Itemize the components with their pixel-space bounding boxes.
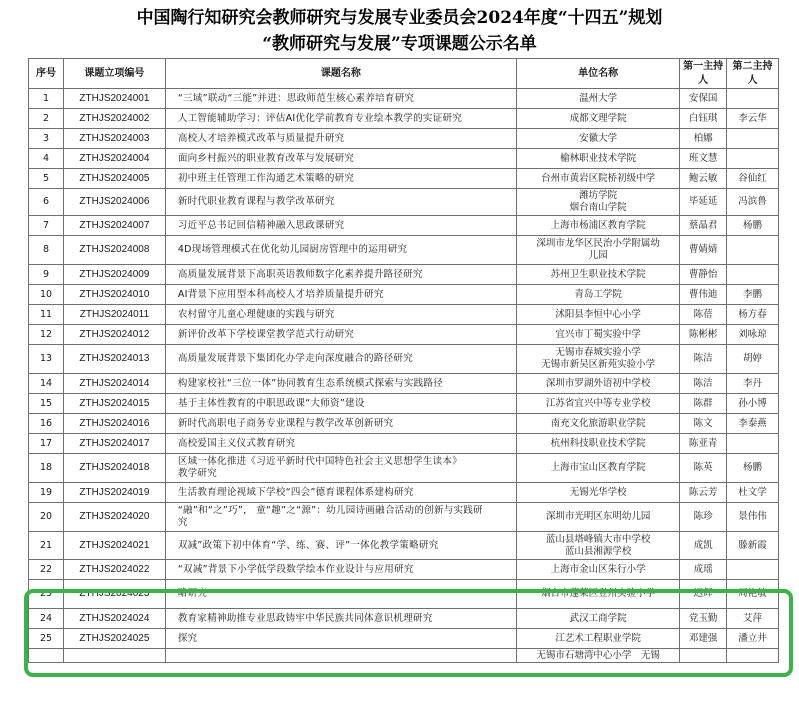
cell-topic: 区域一体化推进《习近平新时代中国特色社会主义思想学生读本》 教学研究 <box>165 454 516 483</box>
cell-unit: 上海市宝山区教育学院 <box>516 454 679 483</box>
cell-no: 8 <box>29 236 64 265</box>
cell-code: ZTHJS2024021 <box>64 532 166 560</box>
cell-host2: 杨鹏 <box>726 216 778 236</box>
cell-no: 19 <box>29 483 64 503</box>
cell-code: ZTHJS2024020 <box>64 503 166 532</box>
cell-topic: 高校爱国主义仪式教育研究 <box>165 434 516 454</box>
table-row <box>29 149 779 169</box>
cell-host2 <box>726 89 778 109</box>
cell-unit: 宜兴市丁蜀实验中学 <box>516 325 679 345</box>
cell-code: ZTHJS2024019 <box>64 483 166 503</box>
cell-host1: 陈群 <box>680 394 727 414</box>
header-host2: 第二主持人 <box>726 59 778 89</box>
cell-topic: 初中班主任管理工作沟通艺术策略的研究 <box>165 169 516 189</box>
cell-no: 25 <box>29 629 64 649</box>
cell-code: ZTHJS2024001 <box>64 89 166 109</box>
cell-host2 <box>726 560 778 580</box>
cell-host2: 李泰燕 <box>726 414 778 434</box>
cell-unit: 无锡光华学校 <box>516 483 679 503</box>
cell-host1: 陈洁 <box>680 374 727 394</box>
cell-unit: 深圳市龙华区民治小学附属幼 儿园 <box>516 236 679 265</box>
table-row <box>29 374 779 394</box>
cell-topic: 高质量发展背景下集团化办学走向深度融合的路径研究 <box>165 345 516 374</box>
table-row <box>29 345 779 374</box>
cell-unit: 榆林职业技术学院 <box>516 149 679 169</box>
cell-unit: 青岛工学院 <box>516 285 679 305</box>
cell-unit: 无锡市春城实验小学 无锡市新吴区新苑实验小学 <box>516 345 679 374</box>
cell-code: ZTHJS2024009 <box>64 265 166 285</box>
cell-code: ZTHJS2024013 <box>64 345 166 374</box>
cell-code: ZTHJS2024005 <box>64 169 166 189</box>
cell-host2: 杨方春 <box>726 305 778 325</box>
cell-code: ZTHJS2024017 <box>64 434 166 454</box>
cell-host1: 毕延延 <box>680 189 727 216</box>
cell-code <box>64 649 166 663</box>
cell-host1: 蔡晶君 <box>680 216 727 236</box>
cell-host1: 柏娜 <box>680 129 727 149</box>
cell-unit: 上海市金山区朱行小学 <box>516 560 679 580</box>
cell-topic: “融”和“之”巧”， 童“趣”之“源”：幼儿园诗画融合活动的创新与实践研 究 <box>165 503 516 532</box>
cell-no: 2 <box>29 109 64 129</box>
cell-topic: 探究 <box>165 629 516 649</box>
cell-no: 18 <box>29 454 64 483</box>
cell-code: ZTHJS2024012 <box>64 325 166 345</box>
cell-topic: “三域”联动“三能”并进：思政师范生核心素养培育研究 <box>165 89 516 109</box>
cell-topic: “双减”背景下小学低学段数学绘本作业设计与应用研究 <box>165 560 516 580</box>
cell-host1: 陈珍 <box>680 503 727 532</box>
table-row <box>29 609 779 629</box>
header-code: 课题立项编号 <box>64 59 166 89</box>
cell-host1: 成凯 <box>680 532 727 560</box>
table-row <box>29 414 779 434</box>
cell-no: 14 <box>29 374 64 394</box>
cell-topic: 生活教育理论视域下学校“四会”德育课程体系建构研究 <box>165 483 516 503</box>
cell-unit: 武汉工商学院 <box>516 609 679 629</box>
cell-code: ZTHJS2024015 <box>64 394 166 414</box>
cell-unit: 沭阳县李恒中心小学 <box>516 305 679 325</box>
cell-host1: 陈文 <box>680 414 727 434</box>
cell-host1: 陈蓓 <box>680 305 727 325</box>
cell-no: 13 <box>29 345 64 374</box>
cell-code: ZTHJS2024022 <box>64 560 166 580</box>
cell-host1: 曹婧婧 <box>680 236 727 265</box>
table-row <box>29 503 779 532</box>
cell-code: ZTHJS2024008 <box>64 236 166 265</box>
cell-unit: 温州大学 <box>516 89 679 109</box>
cell-host2: 胡婷 <box>726 345 778 374</box>
cell-unit: 深圳市光明区东明幼儿园 <box>516 503 679 532</box>
cell-no: 11 <box>29 305 64 325</box>
cell-code: ZTHJS2024004 <box>64 149 166 169</box>
cell-unit: 南充文化旅游职业学院 <box>516 414 679 434</box>
title-line-2: “教师研究与发展”专项课题公示名单 <box>262 34 537 54</box>
cell-host2: 景伟伟 <box>726 503 778 532</box>
cell-no: 7 <box>29 216 64 236</box>
cell-unit: 上海市杨浦区教育学院 <box>516 216 679 236</box>
cell-topic: 双减”政策下初中体育“学、练、赛、评”一体化教学策略研究 <box>165 532 516 560</box>
cell-host2 <box>726 236 778 265</box>
cell-topic: 教育家精神助推专业思政铸牢中华民族共同体意识机理研究 <box>165 609 516 629</box>
cell-topic: 新时代高职电子商务专业课程与教学改革创新研究 <box>165 414 516 434</box>
cell-host1: 班文慧 <box>680 149 727 169</box>
cell-code: ZTHJS2024024 <box>64 609 166 629</box>
cell-unit: 潍坊学院 烟台南山学院 <box>516 189 679 216</box>
table-row <box>29 129 779 149</box>
cell-host1: 成瑶 <box>680 560 727 580</box>
cell-host2: 潘立井 <box>726 629 778 649</box>
cell-host1: 党玉勤 <box>680 609 727 629</box>
header-unit: 单位名称 <box>516 59 679 89</box>
table-row <box>29 169 779 189</box>
table-row <box>29 325 779 345</box>
cell-host1: 陈洁 <box>680 345 727 374</box>
cell-code: ZTHJS2024025 <box>64 629 166 649</box>
cell-no: 16 <box>29 414 64 434</box>
cell-code: ZTHJS2024002 <box>64 109 166 129</box>
cell-no: 15 <box>29 394 64 414</box>
cell-code: ZTHJS2024007 <box>64 216 166 236</box>
cell-topic: 4D现场管理模式在优化幼儿园厨房管理中的运用研究 <box>165 236 516 265</box>
cell-host2: 艾萍 <box>726 609 778 629</box>
cell-unit: 成都文理学院 <box>516 109 679 129</box>
cell-no: 10 <box>29 285 64 305</box>
table-header-row <box>29 59 779 89</box>
cell-unit: 安徽大学 <box>516 129 679 149</box>
cell-host2: 孙小博 <box>726 394 778 414</box>
cell-no: 5 <box>29 169 64 189</box>
cell-host2: 滕新霞 <box>726 532 778 560</box>
cell-unit: 杭州科技职业技术学院 <box>516 434 679 454</box>
cell-unit: 蓝山县塔峰镇大市中学校 蓝山县湘源学校 <box>516 532 679 560</box>
cell-no: 17 <box>29 434 64 454</box>
cell-host2: 杜文学 <box>726 483 778 503</box>
cell-unit: 苏州卫生职业技术学院 <box>516 265 679 285</box>
cell-no: 1 <box>29 89 64 109</box>
cell-topic: 新评价改革下学校课堂教学范式行动研究 <box>165 325 516 345</box>
cell-no: 4 <box>29 149 64 169</box>
cell-host1: 陈英 <box>680 454 727 483</box>
table-row <box>29 560 779 580</box>
table-row <box>29 580 779 609</box>
cell-unit: 江苏省宜兴中等专业学校 <box>516 394 679 414</box>
cell-no: 3 <box>29 129 64 149</box>
cell-topic: 人工智能辅助学习：评估AI优化学前教育专业绘本教学的实证研究 <box>165 109 516 129</box>
cell-code: ZTHJS2024018 <box>64 454 166 483</box>
header-topic: 课题名称 <box>165 59 516 89</box>
cell-host2 <box>726 649 778 663</box>
cell-host1: 曹静怡 <box>680 265 727 285</box>
table-row <box>29 189 779 216</box>
table-row <box>29 629 779 649</box>
table-row <box>29 649 779 663</box>
cell-host2: 李云华 <box>726 109 778 129</box>
table-row <box>29 532 779 560</box>
cell-code: ZTHJS2024014 <box>64 374 166 394</box>
cell-unit: 烟台市蓬莱区登州实验小学 <box>516 580 679 609</box>
table-row <box>29 285 779 305</box>
cell-topic: 习近平总书记回信精神融入思政课研究 <box>165 216 516 236</box>
cell-no: 9 <box>29 265 64 285</box>
cell-host1: 鲍云敏 <box>680 169 727 189</box>
cell-code: ZTHJS2024003 <box>64 129 166 149</box>
cell-no: 21 <box>29 532 64 560</box>
cell-no: 20 <box>29 503 64 532</box>
cell-no: 12 <box>29 325 64 345</box>
table-row <box>29 265 779 285</box>
cell-code: ZTHJS2024011 <box>64 305 166 325</box>
cell-no: 23 <box>29 580 64 609</box>
cell-topic: 略研究 <box>165 580 516 609</box>
cell-topic: 农村留守儿童心理健康的实践与研究 <box>165 305 516 325</box>
cell-topic: 新时代职业教育课程与教学改革研究 <box>165 189 516 216</box>
cell-unit: 无锡市石塘湾中心小学 无锡 <box>516 649 679 663</box>
cell-topic: 高质量发展背景下高职英语教师数字化素养提升路径研究 <box>165 265 516 285</box>
cell-code: ZTHJS2024016 <box>64 414 166 434</box>
cell-no: 24 <box>29 609 64 629</box>
cell-host1: 曹伟迪 <box>680 285 727 305</box>
cell-host2 <box>726 129 778 149</box>
cell-host2 <box>726 149 778 169</box>
cell-host1 <box>680 649 727 663</box>
cell-topic: 构建家校社“三位一体”协同教育生态系统模式探索与实践路径 <box>165 374 516 394</box>
cell-unit: 深圳市罗湖外语初中学校 <box>516 374 679 394</box>
cell-topic: 面向乡村振兴的职业教育改革与发展研究 <box>165 149 516 169</box>
cell-host1: 迟辉 <box>680 580 727 609</box>
cell-host2: 周艳敏 <box>726 580 778 609</box>
table-row <box>29 394 779 414</box>
cell-topic: 基于主体性教育的中职思政课“大师资”建设 <box>165 394 516 414</box>
cell-host2 <box>726 265 778 285</box>
cell-topic <box>165 649 516 663</box>
header-no: 序号 <box>29 59 64 89</box>
cell-no: 6 <box>29 189 64 216</box>
project-table <box>28 58 779 663</box>
cell-unit: 江艺术工程职业学院 <box>516 629 679 649</box>
header-host1: 第一主持人 <box>680 59 727 89</box>
cell-topic: 高校人才培养模式改革与质量提升研究 <box>165 129 516 149</box>
cell-host2: 李丹 <box>726 374 778 394</box>
table-row <box>29 434 779 454</box>
cell-no <box>29 649 64 663</box>
table-row <box>29 109 779 129</box>
cell-host1: 白钰琪 <box>680 109 727 129</box>
table-row <box>29 454 779 483</box>
table-row <box>29 89 779 109</box>
title-line-1: 中国陶行知研究会教师研究与发展专业委员会2024年度“十四五”规划 <box>136 8 663 28</box>
cell-no: 22 <box>29 560 64 580</box>
cell-unit: 台州市黄岩区院桥初级中学 <box>516 169 679 189</box>
cell-host1: 安保国 <box>680 89 727 109</box>
cell-code: ZTHJS2024023 <box>64 580 166 609</box>
cell-host2: 谷仙红 <box>726 169 778 189</box>
cell-host2: 杨鹏 <box>726 454 778 483</box>
table-row <box>29 236 779 265</box>
table-row <box>29 483 779 503</box>
table-row <box>29 305 779 325</box>
cell-topic: AI背景下应用型本科高校人才培养质量提升研究 <box>165 285 516 305</box>
cell-host2: 刘咏琼 <box>726 325 778 345</box>
cell-code: ZTHJS2024010 <box>64 285 166 305</box>
cell-host1: 邓建强 <box>680 629 727 649</box>
cell-code: ZTHJS2024006 <box>64 189 166 216</box>
cell-host1: 陈彬彬 <box>680 325 727 345</box>
cell-host2: 李鹏 <box>726 285 778 305</box>
table-row <box>29 216 779 236</box>
cell-host1: 陈云芳 <box>680 483 727 503</box>
cell-host2: 冯滨鲁 <box>726 189 778 216</box>
cell-host2 <box>726 434 778 454</box>
cell-host1: 陈亚青 <box>680 434 727 454</box>
